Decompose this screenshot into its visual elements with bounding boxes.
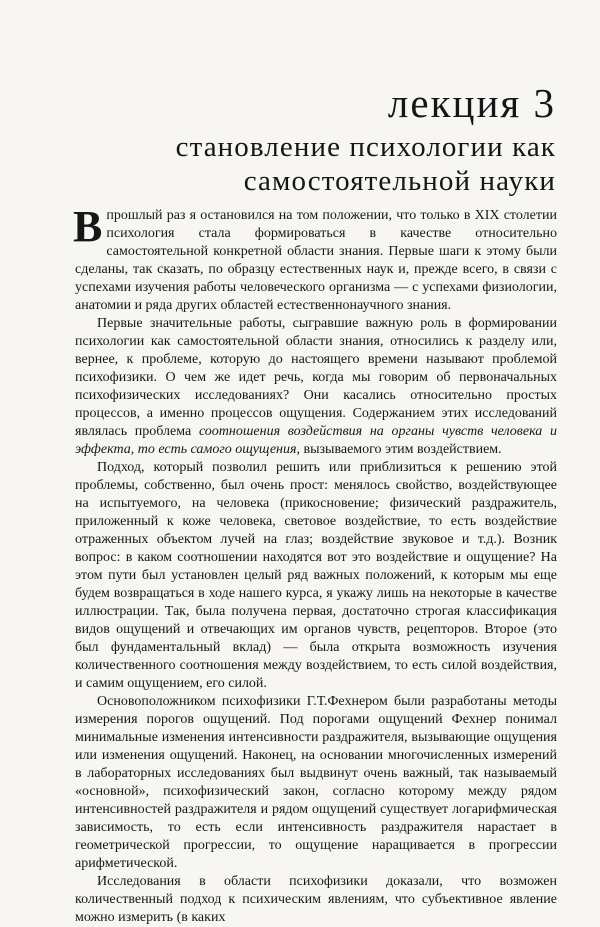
chapter-title: становление психологии как самостоятельной науки (175, 131, 556, 197)
paragraph-2-text-start: Первые значительные работы, сыгравшие важную роль в формировании психологии как самостоятельной области знания, относились к разделу или, вернее, к проблеме, которую до настоящего времени называют проблемой психофизики. О чем же идет речь, когда мы говорим об первоначальных психофизических исследованиях? Они касались относительно простых процессов, а именно процессов ощущения. Содержанием этих исследований являлась проблема (75, 316, 557, 439)
emphasized-phrase: соотношения воздействия на органы чувств человека и эффекта, то есть самого ощущения, (75, 424, 557, 457)
body-text (73, 202, 557, 927)
drop-cap: В (73, 202, 103, 251)
paragraph-1-text: прошлый раз я остановился на том положении, что только в XIX столетии психология стала формироваться в качестве относительно самостоятельной конкретной области знания. Первые шаги к этому были сделаны, так сказать, по образцу естественных наук и, прежде всего, в связи с успехами изучения работы человеческого организма — с успехами физиологии, анатомии и ряда других областей естественнонаучного знания. (75, 208, 557, 313)
paragraph-4: Основоположником психофизики Г.Т.Фехнером были разработаны методы измерения порогов ощущений. Под порогами ощущений Фехнер понимал минимальные изменения интенсивности раздражителя, вызывающие ощущения или изменения ощущений. Наконец, на основании многочисленных измерений в лабораторных исследованиях был выдвинут очень важный, так называемый «основной», психофизический закон, согласно которому между рядом интенсивностей раздражителя и рядом ощущений существует логарифмическая зависимость, то есть если интенсивность раздражителя нарастает в геометрической прогрессии, то ощущение наращивается в прогрессии арифметической. (75, 694, 557, 871)
paragraph-2 (75, 315, 557, 459)
paragraph-1 (73, 202, 557, 315)
paragraph-5: Исследования в области психофизики доказали, что возможен количественный подход к психическим явлениям, что субъективное явление можно измерить (в каких (75, 874, 557, 925)
lecture-heading: лекция 3 (387, 80, 556, 126)
paragraph-2-text-end: вызываемого этим воздействием. (300, 442, 502, 457)
paragraph-3: Подход, который позволил решить или приблизиться к решению этой проблемы, собственно, был очень прост: менялось свойство, воздействующее на испытуемого, на человека (прикосновение; физический раздражитель, приложенный к коже человека, световое воздействие, то есть воздействие отраженных объектом лучей на глаз; воздействие звуковое и т.д.). Возник вопрос: в каком соотношении находятся вот это воздействие и ощущение? На этом пути был установлен целый ряд важных положений, к которым мы еще будем возвращаться в ходе нашего курса, я укажу лишь на некоторые в качестве иллюстрации. Так, была получена первая, достаточно строгая классификация видов ощущений и отвечающих им органов чувств, рецепторов. Второе (это был фундаментальный вклад) — была открыта возможность изучения количественного соотношения между воздействием, то есть силой воздействия, и самим ощущением, его силой. (75, 460, 557, 691)
